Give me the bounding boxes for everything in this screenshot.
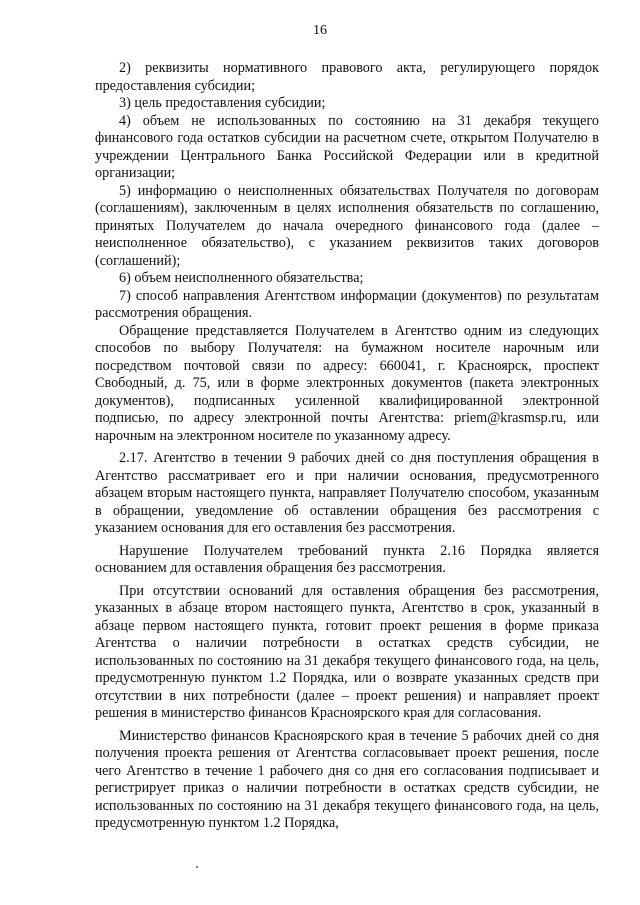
paragraph-clause-2-17: 2.17. Агентство в течении 9 рабочих дней со дня поступления обращения в Агентство рассматривает его и при наличии основания, предусмотренного абзацем вторым настоящего пункта, направляет Получателю способом, указанным в обращении, уведомление об оставлении обращения без рассмотрения с указанием основания для его оставления без рассмотрения. [95,450,599,536]
paragraph-purpose: 3) цель предоставления субсидии; [119,95,326,111]
paragraph-submission: Обращение представляется Получателем в Агентство одним из следующих способов по выбору Получателя: на бумажном носителе нарочным или посредством почтовой связи по адресу: 660041, г. Красноярск, проспект Свободный, д. 75, или в форме электронных документов (пакета электронных документов), подписанных усиленной квалифицированной электронной подписью, по адресу электронной почты Агентства: priem@krasmsp.ru, или нарочным на электронном носителе по указанному адресу. [95,322,599,444]
page-number: 16 [313,23,327,38]
paragraph-obligation-volume: 6) объем неисполненного обязательства; [119,270,364,286]
paragraph-unused-balance: 4) объем не использованных по состоянию на 31 декабря текущего финансового года остатков субсидии на расчетном счете, открытом Получателю в учреждении Центрального Банка Российской Федерации или в кредитной организации; [95,112,599,181]
paragraph-requisites: 2) реквизиты нормативного правового акта, регулирующего порядок предоставления субсидии; [95,60,599,94]
scan-speck [196,866,198,868]
paragraph-notification-method: 7) способ направления Агентством информации (документов) по результатам рассмотрения обращения. [95,287,599,321]
paragraph-violation: Нарушение Получателем требований пункта 2.16 Порядка является основанием для оставления обращения без рассмотрения. [95,542,599,576]
paragraph-unfulfilled-obligations: 5) информацию о неисполненных обязательствах Получателя по договорам (соглашениям), заключенным в целях исполнения обязательств по соглашению, принятых Получателем до начала очередного финансового года (далее – неисполненное обязательство), с указанием реквизитов таких договоров (соглашений); [95,182,599,269]
paragraph-no-grounds: При отсутствии оснований для оставления обращения без рассмотрения, указанных в абзаце втором настоящего пункта, Агентство в срок, указанный в абзаце первом настоящего пункта, готовит проект решения в форме приказа Агентства о наличии потребности в остатках средств субсидии, не использованных по состоянию на 31 декабря текущего финансового года, на цель, предусмотренную пунктом 1.2 Порядка, или о возврате указанных средств при отсутствии в них потребности (далее – проект решения) и направляет проект решения в министерство финансов Красноярского края для согласования. [95,582,599,721]
document-body [95,60,599,833]
paragraph-ministry-approval: Министерство финансов Красноярского края в течение 5 рабочих дней со дня получения проекта решения от Агентства согласовывает проект решения, после чего Агентство в течение 1 рабочего дня со дня его согласования подписывает и регистрирует приказ о наличии потребности в остатках средств субсидии, не использованных по состоянию на 31 декабря текущего финансового года, на цель, предусмотренную пунктом 1.2 Порядка, [95,727,599,831]
